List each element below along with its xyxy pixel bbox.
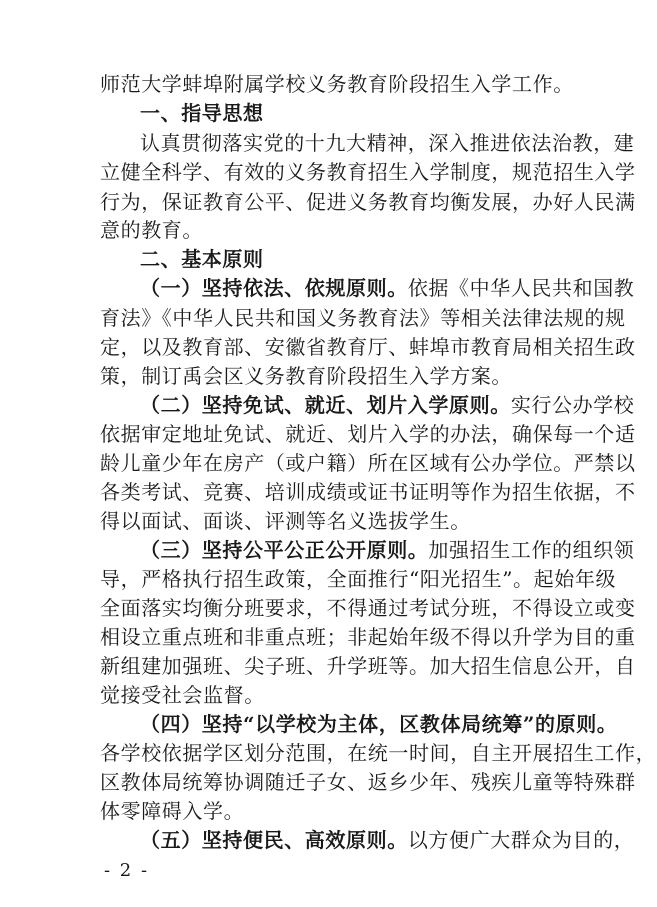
body-line: 体零障碍入学。: [100, 799, 245, 823]
body-line: 依据审定地址免试、就近、划片入学的办法，确保每一个适: [100, 422, 636, 446]
body-line: 全面落实均衡分班要求，不得通过考试分班，不得设立或变: [100, 596, 636, 620]
body-line: 意的教育。: [100, 218, 203, 242]
body-line: 育法》《中华人民共和国义务教育法》等相关法律法规的规: [100, 306, 626, 330]
body-line: 各学校依据学区划分范围，在统一时间，自主开展招生工作，: [100, 741, 657, 765]
section-heading: 一、指导思想: [140, 101, 264, 125]
principle-line: [140, 712, 618, 736]
principle-title: （五）坚持便民、高效原则。: [140, 828, 408, 852]
principle-line: [140, 276, 635, 300]
body-line: 相设立重点班和非重点班；非起始年级不得以升学为目的重: [100, 625, 636, 649]
body-line: 策，制订禹会区义务教育阶段招生入学方案。: [100, 364, 512, 388]
principle-text: 实行公办学校: [510, 393, 635, 417]
section-heading: 二、基本原则: [140, 247, 264, 271]
body-line: 导，严格执行招生政策，全面推行“阳光招生”。起始年级: [100, 567, 617, 591]
principle-title: （二）坚持免试、就近、划片入学原则。: [140, 393, 511, 417]
principle-text: 加强招生工作的组织领: [428, 538, 635, 562]
body-line: 定，以及教育部、安徽省教育厅、蚌埠市教育局相关招生政: [100, 335, 636, 359]
body-line: 得以面试、面谈、评测等名义选拔学生。: [100, 509, 471, 533]
body-line: 龄儿童少年在房产（或户籍）所在区域有公办学位。严禁以: [100, 451, 636, 475]
body-line: 觉接受社会监督。: [100, 683, 265, 707]
principle-title: （三）坚持公平公正公开原则。: [140, 538, 429, 562]
body-line: 认真贯彻落实党的十九大精神，深入推进依法治教，建: [140, 131, 635, 155]
page-number: - 2 -: [104, 860, 150, 881]
principle-line: [140, 828, 635, 852]
body-line: 立健全科学、有效的义务教育招生入学制度，规范招生入学: [100, 160, 636, 184]
principle-title: （四）坚持“以学校为主体，区教体局统筹”的原则。: [140, 712, 618, 736]
body-line: 师范大学蚌埠附属学校义务教育阶段招生入学工作。: [100, 72, 574, 96]
body-line: 各类考试、竞赛、培训成绩或证书证明等作为招生依据，不: [100, 480, 636, 504]
body-line: 行为，保证教育公平、促进义务教育均衡发展，办好人民满: [100, 190, 636, 214]
body-line: 新组建加强班、尖子班、升学班等。加大招生信息公开，自: [100, 654, 636, 678]
principle-text: 依据《中华人民共和国教: [407, 276, 635, 300]
principle-line: [140, 393, 635, 417]
principle-text: 以方便广大群众为目的，: [407, 828, 635, 852]
principle-line: [140, 538, 635, 562]
principle-title: （一）坚持依法、依规原则。: [140, 276, 408, 300]
body-line: 区教体局统筹协调随迁子女、返乡少年、残疾儿童等特殊群: [100, 770, 636, 794]
